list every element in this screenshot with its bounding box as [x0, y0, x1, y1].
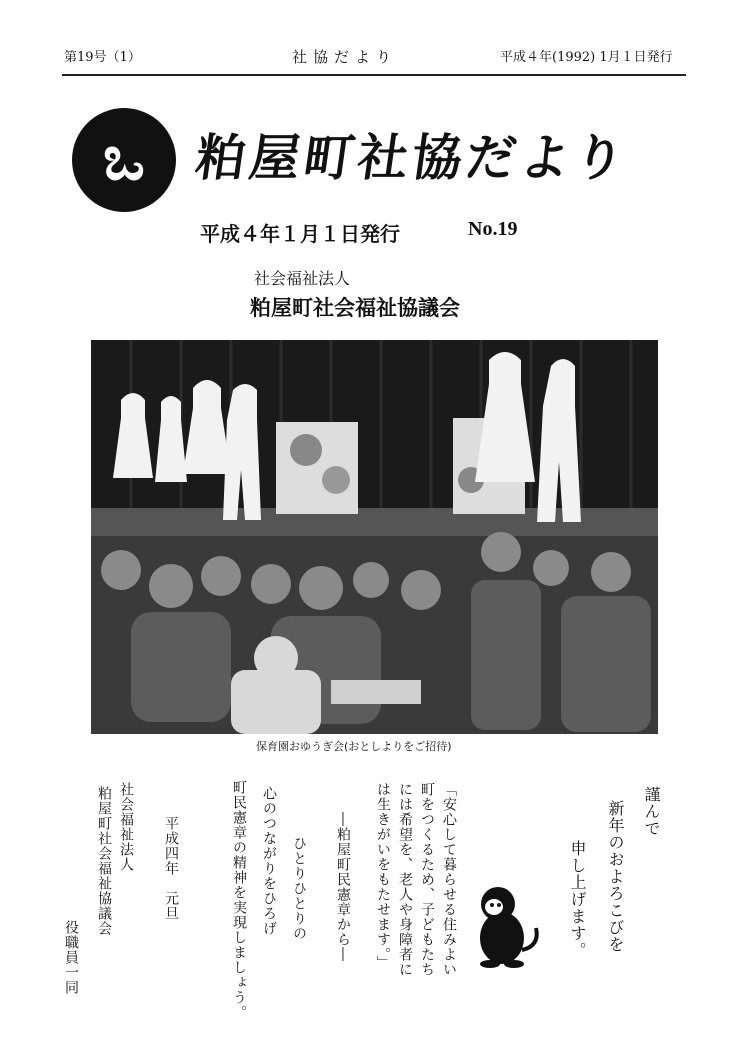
- greeting-line-3: 申し上げます。: [568, 840, 587, 959]
- emblem-mark: ಒ: [103, 121, 145, 194]
- issue-date: 平成４年１月１日発行: [200, 222, 400, 246]
- signature-org-name: 粕屋町社会福祉協議会: [96, 786, 112, 936]
- charter-quote-text: 「安心して暮らせる住みよい町をつくるため、子どもたちには希望を、老人や身障者には生きがいをもたせます。」: [375, 782, 457, 977]
- greeting-line-2: 新年のおよろこびを: [606, 800, 625, 953]
- monkey-illustration-icon: [470, 880, 540, 974]
- newsletter-running-title: 社協だより: [292, 48, 398, 66]
- newsletter-title: 粕屋町社協だより: [191, 129, 633, 187]
- publisher-type: 社会福祉法人: [254, 269, 351, 288]
- signature-staff: 役職員一同: [63, 920, 79, 995]
- slogan-line-1: ひとりひとりの: [291, 836, 307, 941]
- recital-photo: [91, 340, 658, 734]
- issue-number: No.19: [468, 218, 518, 240]
- issue-number-header: 第19号（1）: [64, 50, 141, 65]
- publication-date-header: 平成４年(1992) 1月１日発行: [500, 50, 673, 65]
- slogan-line-3: 町民憲章の精神を実現しましょう。: [231, 780, 247, 1020]
- charter-source: ―粕屋町民憲章から―: [335, 812, 351, 962]
- photo-caption: 保育園おゆうぎ会(おとしよりをご招待): [256, 740, 452, 753]
- publisher-name: 粕屋町社会福祉協議会: [250, 296, 460, 320]
- greeting-date: 平成四年 元旦: [163, 816, 179, 921]
- slogan-line-2: 心のつながりをひろげ: [261, 786, 277, 936]
- header-divider: [62, 74, 686, 76]
- signature-org-type: 社会福祉法人: [118, 782, 134, 872]
- greeting-line-1: 謹んで: [642, 786, 661, 837]
- charter-quote: [375, 782, 460, 988]
